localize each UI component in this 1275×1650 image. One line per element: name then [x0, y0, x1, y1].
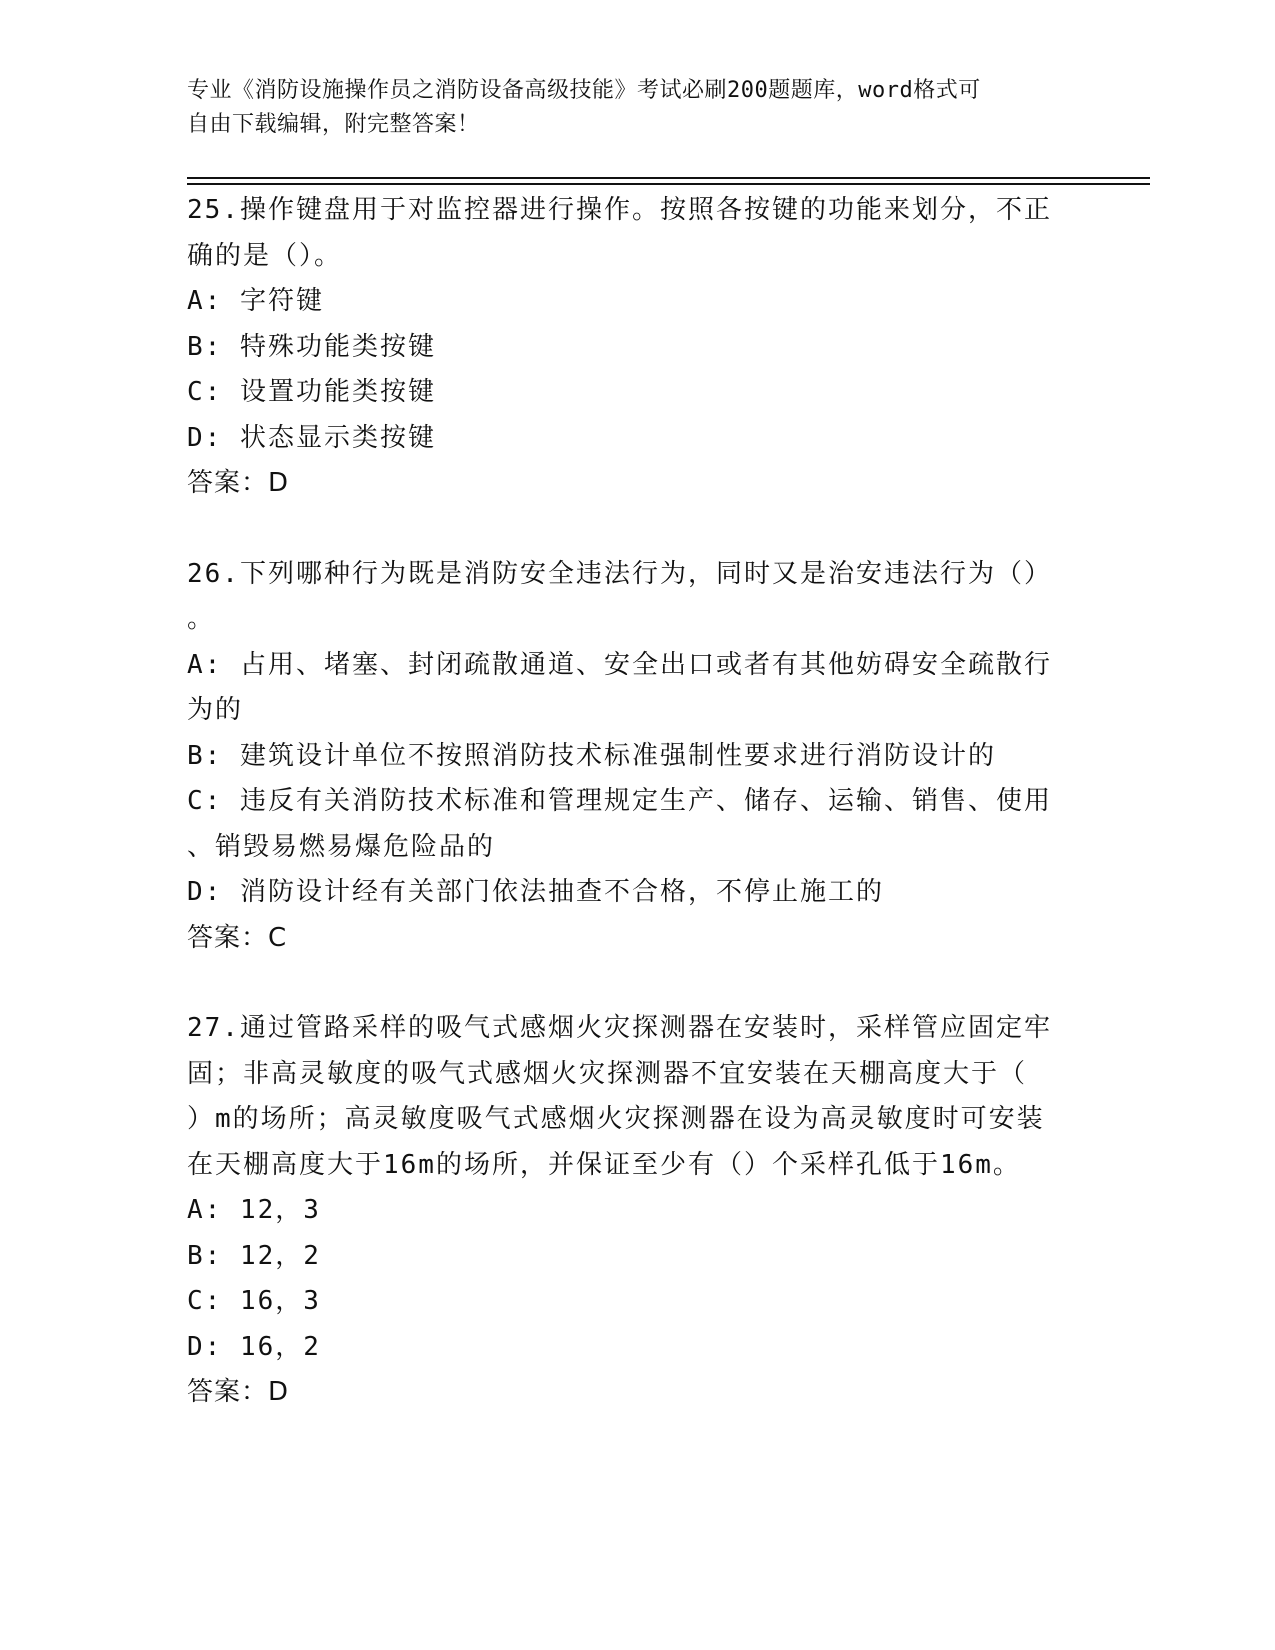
option-b	[187, 325, 1087, 371]
question-25	[187, 188, 1087, 507]
option-text: 12，2	[239, 1240, 321, 1271]
option-c	[187, 1279, 1087, 1325]
question-stem-line: ）m的场所；高灵敏度吸气式感烟火灾探测器在设为高灵敏度时可安装	[187, 1104, 1045, 1134]
option-text: 特殊功能类按键	[239, 331, 436, 362]
question-stem-line: 。	[187, 604, 216, 634]
option-separator: :	[204, 286, 240, 316]
option-separator: :	[204, 877, 240, 907]
option-a	[187, 643, 1087, 689]
option-letter: A	[187, 1195, 205, 1225]
question-stem-line: 在天棚高度大于16m的场所，并保证至少有（）个采样孔低于16m。	[187, 1149, 1021, 1180]
option-c-continued: 、销毁易燃易爆危险品的	[187, 831, 496, 862]
option-letter: A	[187, 286, 205, 316]
header-line-2: 自由下载编辑，附完整答案！	[187, 112, 480, 137]
option-separator: :	[204, 649, 240, 680]
question-list	[187, 188, 1087, 1461]
option-separator: :	[204, 1331, 240, 1362]
option-c	[187, 779, 1087, 825]
answer-label: 答案：	[187, 1377, 269, 1407]
answer-line	[187, 916, 1087, 962]
option-letter: B	[187, 740, 205, 771]
answer-value: D	[268, 1377, 290, 1407]
option-text: 占用、堵塞、封闭疏散通道、安全出口或者有其他妨碍安全疏散行	[239, 649, 1052, 680]
document-header	[187, 74, 1087, 142]
option-separator: :	[204, 740, 240, 771]
question-stem-line: 确的是（）。	[187, 240, 343, 271]
option-letter: C	[187, 1286, 205, 1316]
option-letter: B	[187, 1240, 205, 1271]
option-text: 16，3	[239, 1286, 321, 1316]
option-letter: B	[187, 331, 205, 362]
question-27	[187, 1006, 1087, 1416]
option-text: 违反有关消防技术标准和管理规定生产、储存、运输、销售、使用	[239, 786, 1052, 816]
question-26	[187, 552, 1087, 962]
option-separator: :	[204, 786, 240, 816]
option-text: 状态显示类按键	[239, 422, 436, 453]
answer-value: C	[268, 922, 288, 953]
option-text: 设置功能类按键	[239, 377, 436, 407]
option-text: 12，3	[239, 1195, 321, 1225]
option-separator: :	[204, 1240, 240, 1271]
option-text: 16，2	[239, 1331, 321, 1362]
option-c	[187, 370, 1087, 416]
option-separator: :	[204, 331, 240, 362]
option-letter: C	[187, 377, 205, 407]
header-line-1: 专业《消防设施操作员之消防设备高级技能》考试必刷200题题库，word格式可	[187, 78, 981, 103]
question-stem-line: 26.下列哪种行为既是消防安全违法行为，同时又是治安违法行为（）	[187, 558, 1052, 589]
option-text: 消防设计经有关部门依法抽查不合格，不停止施工的	[239, 877, 884, 907]
option-a	[187, 1188, 1087, 1234]
option-b	[187, 1234, 1087, 1280]
option-separator: :	[204, 422, 240, 453]
answer-line	[187, 1370, 1087, 1416]
answer-label: 答案：	[187, 468, 269, 498]
option-letter: C	[187, 786, 205, 816]
option-separator: :	[204, 1286, 240, 1316]
header-divider-top	[187, 177, 1150, 179]
answer-value: D	[268, 468, 290, 498]
option-d	[187, 1325, 1087, 1371]
option-a-continued: 为的	[187, 695, 244, 725]
option-a	[187, 279, 1087, 325]
option-d	[187, 870, 1087, 916]
answer-label: 答案：	[187, 922, 269, 953]
option-separator: :	[204, 377, 240, 407]
option-d	[187, 416, 1087, 462]
option-separator: :	[204, 1195, 240, 1225]
question-stem-line: 固；非高灵敏度的吸气式感烟火灾探测器不宜安装在天棚高度大于（	[187, 1058, 1028, 1089]
option-letter: D	[187, 1331, 205, 1362]
question-stem-line: 27.通过管路采样的吸气式感烟火灾探测器在安装时，采样管应固定牢	[187, 1013, 1052, 1043]
option-b	[187, 734, 1087, 780]
header-divider-bottom	[187, 183, 1150, 185]
option-letter: A	[187, 649, 205, 680]
option-letter: D	[187, 422, 205, 453]
question-stem-line: 25.操作键盘用于对监控器进行操作。按照各按键的功能来划分，不正	[187, 195, 1052, 225]
option-text: 字符键	[239, 286, 324, 316]
option-letter: D	[187, 877, 205, 907]
answer-line	[187, 461, 1087, 507]
option-text: 建筑设计单位不按照消防技术标准强制性要求进行消防设计的	[239, 740, 996, 771]
